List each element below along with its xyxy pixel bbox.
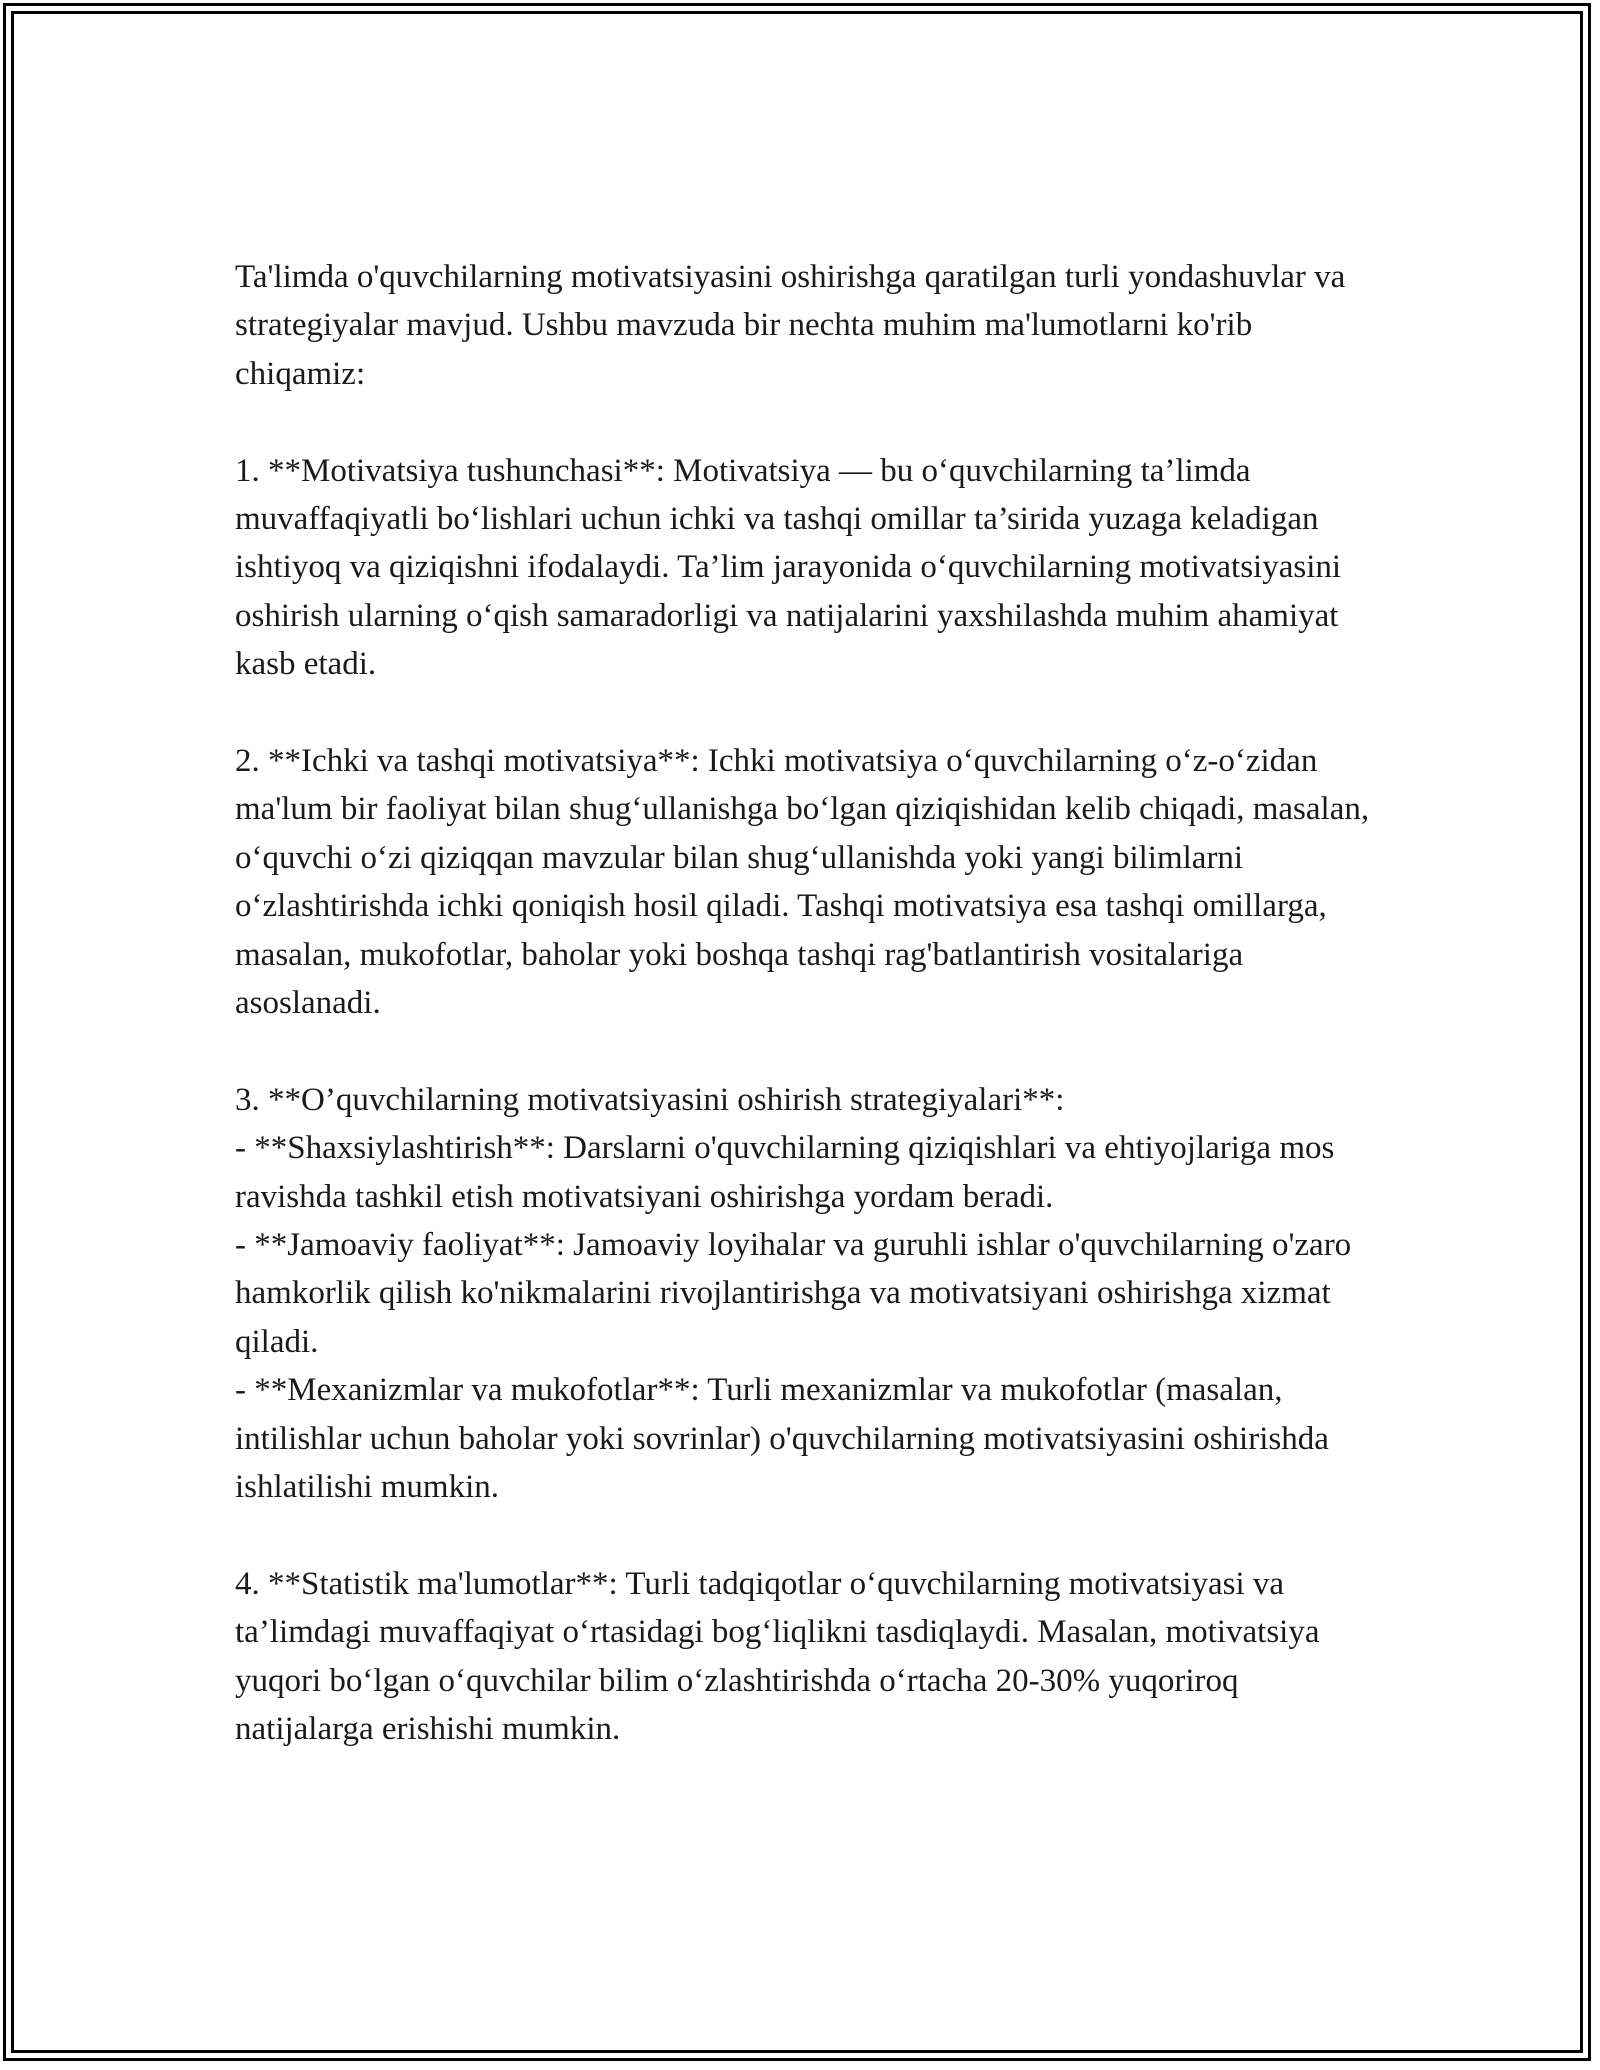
- strategies-paragraph: 3. **O’quvchilarning motivatsiyasini oshirish strategiyalari**: - **Shaxsiylashtirish**: Darslarni o'quvchilarning qiziqishlari va ehtiyojlariga mos ravishda tashkil etish motivatsiyani oshirishga yordam beradi. - **Jamoaviy faoliyat**: Jamoaviy loyihalar va guruhli ishlar o'quvchilarning o'zaro hamkorlik qilish ko'nikmalarini rivojlantirishga va motivatsiyani oshirishga xizmat qiladi. - **Mexanizmlar va mukofotlar**: Turli mexanizmlar va mukofotlar (masalan, intilishlar uchun baholar yoki sovrinlar) o'quvchilarning motivatsiyasini oshirishda ishlatilishi mumkin.: [235, 1081, 1352, 1506]
- motivation-concept-paragraph: 1. **Motivatsiya tushunchasi**: Motivatsiya — bu o‘quvchilarning ta’limda muvaffaqiyatli bo‘lishlari uchun ichki va tashqi omillar ta’sirida yuzaga keladigan ishtiyoq va qiziqishni ifodalaydi. Ta’lim jarayonida o‘quvchilarning motivatsiyasini oshirish ularning o‘qish samaradorligi va natijalarini yaxshilashda muhim ahamiyat kasb etadi.: [235, 452, 1342, 683]
- statistics-paragraph: 4. **Statistik ma'lumotlar**: Turli tadqiqotlar o‘quvchilarning motivatsiyasi va ta’limdagi muvaffaqiyat o‘rtasidagi bog‘liqlikni tasdiqlaydi. Masalan, motivatsiya yuqori bo‘lgan o‘quvchilar bilim o‘zlashtirishda o‘rtacha 20-30% yuqoriroq natijalarga erishishi mumkin.: [235, 1565, 1320, 1748]
- document-body: [235, 253, 1380, 1754]
- intro-paragraph: Ta'limda o'quvchilarning motivatsiyasini oshirishga qaratilgan turli yondashuvlar va strategiyalar mavjud. Ushbu mavzuda bir nechta muhim ma'lumotlarni ko'rib chiqamiz:: [235, 259, 1346, 392]
- intrinsic-extrinsic-paragraph: 2. **Ichki va tashqi motivatsiya**: Ichki motivatsiya o‘quvchilarning o‘z-o‘zidan ma'lum bir faoliyat bilan shug‘ullanishga bo‘lgan qiziqishidan kelib chiqadi, masalan, o‘quvchi o‘zi qiziqqan mavzular bilan shug‘ullanishda yoki yangi bilimlarni o‘zlashtirishda ichki qoniqish hosil qiladi. Tashqi motivatsiya esa tashqi omillarga, masalan, mukofotlar, baholar yoki boshqa tashqi rag'batlantirish vositalariga asoslanadi.: [235, 743, 1370, 1022]
